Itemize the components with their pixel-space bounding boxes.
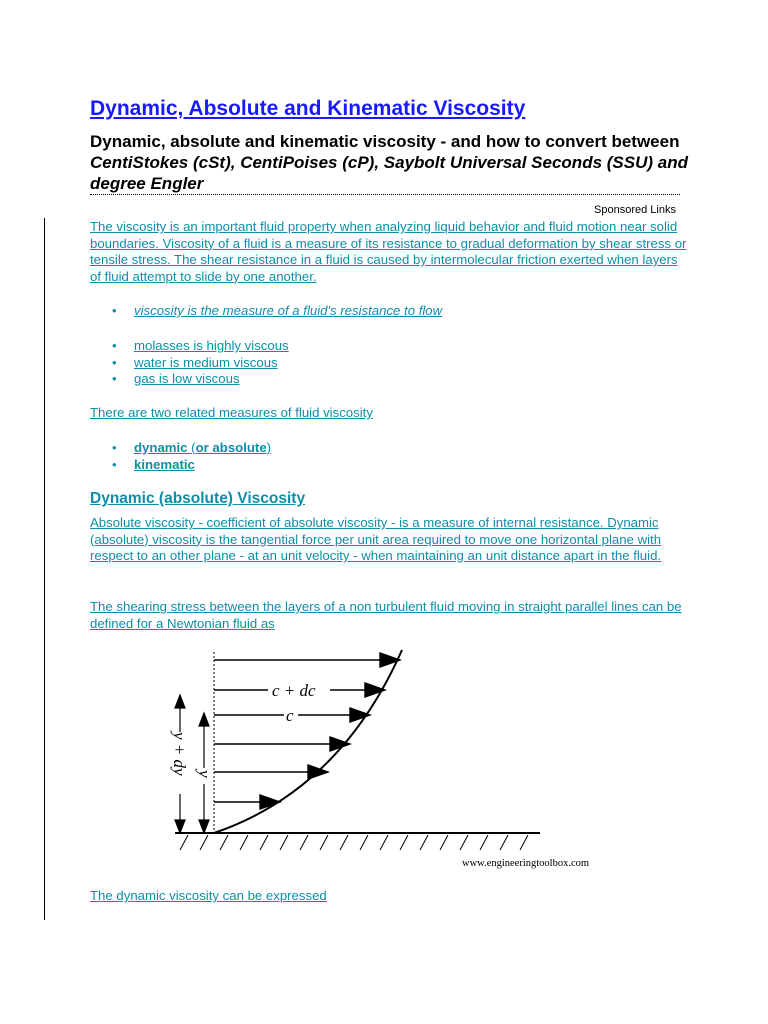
paren-close: ) [266,440,272,455]
dynamic-link[interactable]: dynamic [134,440,188,455]
example-text: molasses is highly viscous [134,338,289,353]
absolute-link[interactable]: or absolute [195,440,267,455]
label-c: c [286,706,294,725]
kinematic-link[interactable]: kinematic [134,456,195,472]
closing-paragraph[interactable]: The dynamic viscosity can be expressed [90,888,327,903]
sponsored-links-label: Sponsored Links [594,204,676,216]
page-subtitle [90,131,690,194]
bullet-icon: • [112,456,117,472]
velocity-profile [214,650,402,833]
bullet-icon: • [112,338,117,353]
left-margin-rule [44,218,45,920]
section-paragraph-1[interactable]: Absolute viscosity - coefficient of absolute viscosity - is a measure of internal resistance. Dynamic (absolute) viscosity is the tangential force per unit area required to move one horizontal plane with respect to an other plane - at an unit velocity - when maintaining an unit distance apart in the fluid. [90,515,662,563]
measures-intro[interactable]: There are two related measures of fluid viscosity [90,405,373,420]
velocity-arrows [214,653,400,809]
label-y-dy: y + dy [170,732,189,776]
measures-list [112,440,271,473]
section-heading[interactable]: Dynamic (absolute) Viscosity [90,490,306,507]
bullet-icon: • [112,303,117,318]
example-text: water is medium viscous [134,354,278,370]
dotted-separator [90,194,680,195]
list-item[interactable] [112,338,289,355]
bullet-icon: • [112,371,117,386]
example-text: gas is low viscous [134,371,240,386]
list-item-kinematic[interactable] [112,457,271,474]
bullet-icon: • [112,354,117,370]
bullet-icon: • [112,440,117,455]
examples-list [112,338,289,388]
page-title[interactable]: Dynamic, Absolute and Kinematic Viscosity [90,97,526,120]
shear-stress-diagram [160,640,560,855]
image-credit: www.engineeringtoolbox.com [462,858,590,869]
label-c-dc: c + dc [272,681,316,700]
list-item-dynamic[interactable] [112,440,271,457]
label-y: y [195,770,214,778]
paren-open: ( [187,440,196,455]
definition-list [112,303,442,320]
subtitle-text: Dynamic, absolute and kinematic viscosity - and how to convert between [90,132,680,151]
list-item[interactable] [112,355,289,372]
definition-text: viscosity is the measure of a fluid's resistance to flow [134,303,443,318]
ground-hatching [180,835,528,850]
subtitle-italic: CentiStokes (cSt), CentiPoises (cP), Saybolt Universal Seconds (SSU) and degree Engler [90,153,688,193]
list-item[interactable] [112,303,442,320]
section-paragraph-2[interactable]: The shearing stress between the layers of a non turbulent fluid moving in straight parallel lines can be defined for a Newtonian fluid as [90,599,682,631]
list-item[interactable] [112,371,289,388]
intro-paragraph[interactable]: The viscosity is an important fluid property when analyzing liquid behavior and fluid motion near solid boundaries. Viscosity of a fluid is a measure of its resistance to gradual deformation by shear stress or tensile stress. The shear resistance in a fluid is caused by intermolecular friction exerted when layers of fluid attempt to slide by one another. [90,219,687,284]
